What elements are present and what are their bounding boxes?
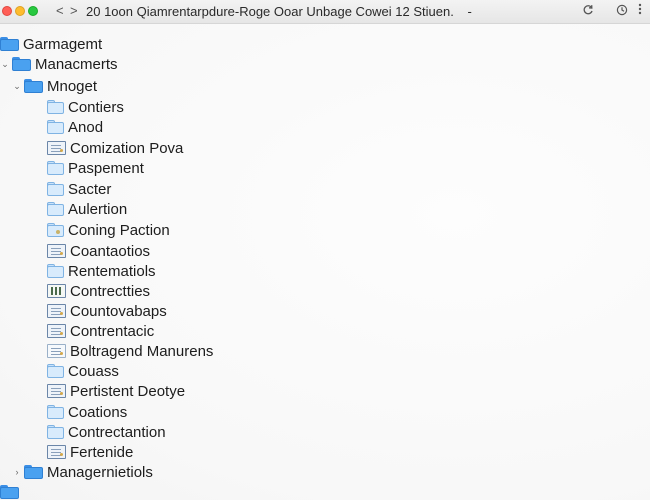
folder-icon — [47, 161, 64, 175]
maximize-window-button[interactable] — [28, 6, 38, 16]
tree-item-label: Aulertion — [68, 200, 128, 218]
tree-item-label: Paspement — [68, 159, 144, 177]
tree-item-label: Contiers — [68, 98, 124, 116]
tree-item-label: Coantaotios — [70, 242, 151, 260]
tree-item[interactable] — [47, 321, 154, 341]
tree-item-label: Comization Pova — [70, 139, 184, 157]
tree-item-label: Garmagemt — [23, 35, 103, 53]
title-bar — [0, 0, 650, 24]
folder-icon — [47, 364, 64, 378]
close-window-button[interactable] — [2, 6, 12, 16]
folder-icon — [47, 182, 64, 196]
chevron-down-icon[interactable]: ⌄ — [13, 80, 21, 91]
folder-icon — [0, 485, 19, 499]
window-title — [86, 4, 472, 19]
folder-icon — [47, 120, 64, 134]
document-icon — [47, 344, 66, 358]
forward-button[interactable]: > — [70, 3, 78, 18]
back-button[interactable]: < — [56, 3, 64, 18]
folder-icon — [47, 425, 64, 439]
folder-icon — [47, 100, 64, 114]
tree-item[interactable] — [12, 76, 97, 96]
tree-item[interactable] — [47, 402, 127, 422]
window-title-suffix: - — [467, 4, 472, 19]
document-icon — [47, 141, 66, 155]
tree-item-label: Rentematiols — [68, 262, 156, 280]
folder-icon — [24, 465, 43, 479]
folder-open-icon — [0, 37, 19, 51]
history-icon[interactable] — [616, 4, 628, 19]
tree-item[interactable] — [47, 138, 183, 158]
tree-item[interactable] — [47, 97, 124, 117]
tree-item-label: Coning Paction — [68, 221, 170, 239]
tree-item[interactable] — [47, 220, 170, 240]
folder-icon — [47, 405, 64, 419]
document-icon — [47, 445, 66, 459]
tree-item-label: Coations — [68, 403, 128, 421]
more-icon[interactable] — [638, 2, 642, 19]
spreadsheet-icon — [47, 284, 66, 298]
folder-icon — [24, 79, 43, 93]
window-title-text: 20 1oon Qiamrentarpdure-Roge Ooar Unbage Cowei 12 Stiuen. — [86, 4, 454, 19]
folder-icon — [12, 57, 31, 71]
tree-item-label: Boltragend Manurens — [70, 342, 214, 360]
tree-item[interactable] — [47, 361, 119, 381]
chevron-right-icon[interactable]: › — [15, 467, 19, 477]
tree-item[interactable] — [47, 301, 167, 321]
tree-item-label: Couass — [68, 362, 119, 380]
tree-item[interactable] — [47, 179, 111, 199]
tree-item[interactable] — [47, 442, 133, 462]
tree-item[interactable] — [47, 241, 150, 261]
tree-item-label: Sacter — [68, 180, 112, 198]
folder-tree — [0, 24, 650, 500]
tree-item-label: Countovabaps — [70, 302, 167, 320]
tree-item-label: Fertenide — [70, 443, 134, 461]
tree-item[interactable] — [0, 54, 118, 74]
tree-item-label: Contrectantion — [68, 423, 166, 441]
tree-item[interactable] — [47, 158, 144, 178]
document-icon — [47, 324, 66, 338]
tree-item-label: Mnoget — [47, 77, 98, 95]
folder-icon — [47, 202, 64, 216]
tree-item[interactable] — [47, 341, 213, 361]
folder-icon — [47, 264, 64, 278]
tree-item[interactable] — [47, 281, 150, 301]
chevron-down-icon[interactable]: ⌄ — [1, 58, 9, 69]
document-icon — [47, 244, 66, 258]
tree-item-label: Managernietiols — [47, 463, 153, 481]
tree-item[interactable] — [47, 422, 166, 442]
tree-item-label: Manacmerts — [35, 55, 118, 73]
tree-item-label: Anod — [68, 118, 104, 136]
tree-item-label: Pertistent Deotye — [70, 382, 186, 400]
folder-icon — [47, 223, 64, 237]
tree-item-label: Contrectties — [70, 282, 151, 300]
tree-item[interactable] — [0, 482, 23, 500]
minimize-window-button[interactable] — [15, 6, 25, 16]
reload-icon[interactable] — [582, 4, 594, 19]
tree-item[interactable] — [12, 462, 153, 482]
document-icon — [47, 384, 66, 398]
document-icon — [47, 304, 66, 318]
tree-item[interactable] — [47, 199, 127, 219]
tree-item-label: Contrentacic — [70, 322, 155, 340]
tree-item[interactable] — [0, 34, 102, 54]
tree-item[interactable] — [47, 117, 103, 137]
tree-item[interactable] — [47, 261, 156, 281]
tree-item[interactable] — [47, 381, 185, 401]
